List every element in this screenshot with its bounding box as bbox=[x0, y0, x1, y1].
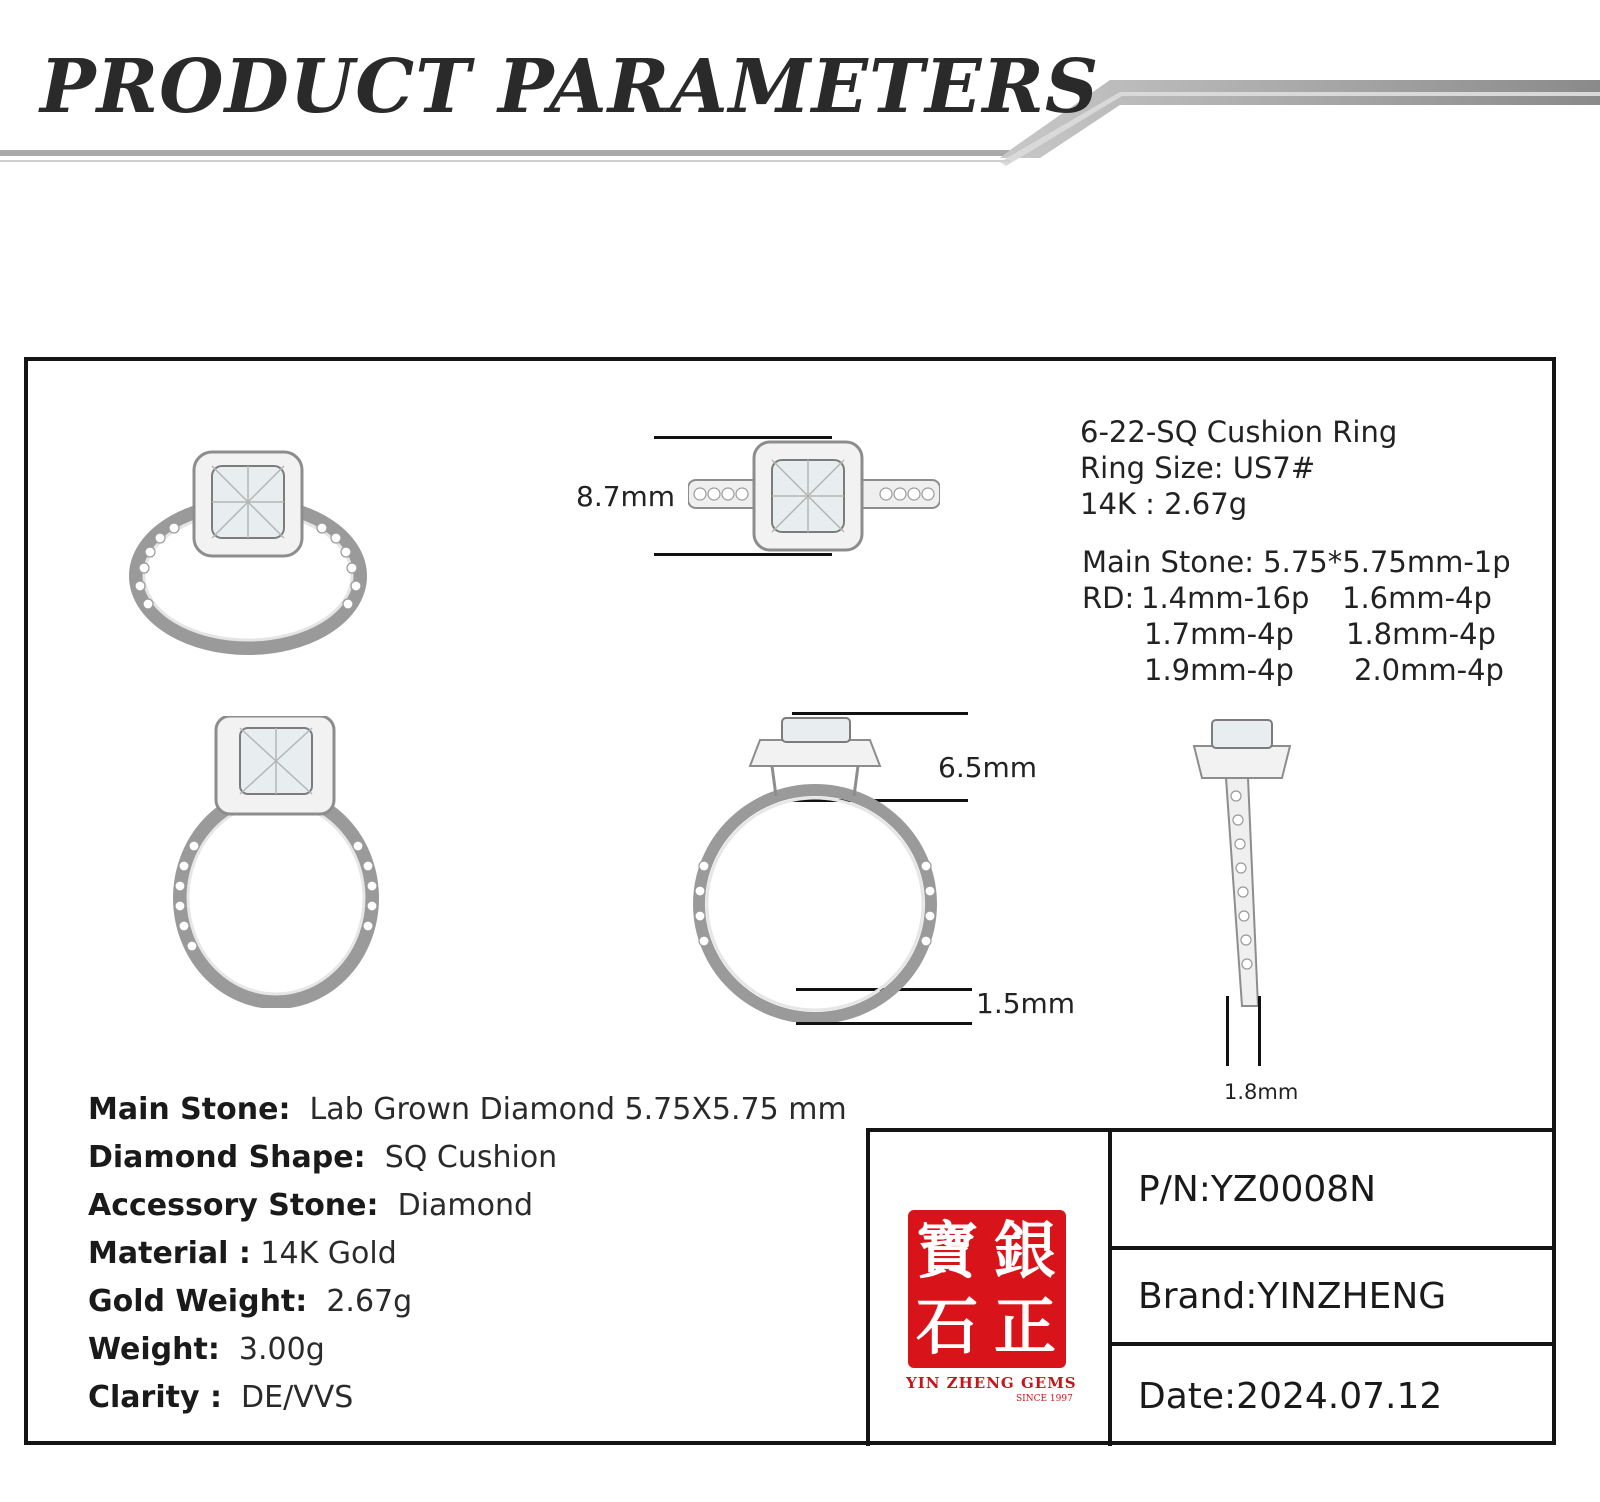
detail-label: Clarity : bbox=[88, 1380, 222, 1415]
date: Date:2024.07.12 bbox=[1138, 1375, 1443, 1417]
gold-weight-summary: 14K : 2.67g bbox=[1080, 487, 1248, 521]
detail-value: Lab Grown Diamond 5.75X5.75 mm bbox=[309, 1092, 847, 1127]
ring-perspective-image bbox=[160, 716, 392, 1008]
rd-entry: 1.4mm-16p bbox=[1141, 581, 1310, 615]
detail-value: DE/VVS bbox=[241, 1380, 354, 1415]
detail-label: Material : bbox=[88, 1236, 251, 1271]
detail-row bbox=[88, 1284, 412, 1319]
detail-row bbox=[88, 1236, 397, 1271]
ring-angle-view-image bbox=[120, 448, 376, 658]
dim-line-top bbox=[654, 436, 832, 439]
dim-line-band-bottom bbox=[796, 1022, 972, 1025]
part-number: P/N:YZ0008N bbox=[1138, 1168, 1377, 1210]
detail-label: Weight: bbox=[88, 1332, 220, 1367]
detail-value: 3.00g bbox=[238, 1332, 325, 1367]
brand-cell bbox=[1112, 1250, 1554, 1346]
ring-top-view-image bbox=[688, 440, 940, 552]
part-number-cell bbox=[1112, 1132, 1554, 1250]
dim-top-height-label: 8.7mm bbox=[576, 480, 676, 513]
detail-value: 14K Gold bbox=[260, 1236, 397, 1271]
detail-row bbox=[88, 1140, 557, 1175]
rd-entry: 1.8mm-4p bbox=[1346, 617, 1496, 651]
detail-row bbox=[88, 1332, 325, 1367]
detail-value: SQ Cushion bbox=[384, 1140, 558, 1175]
date-cell bbox=[1112, 1346, 1554, 1446]
detail-row bbox=[88, 1188, 533, 1223]
ring-front-view-image bbox=[690, 716, 940, 1022]
brand-seal-logo bbox=[908, 1210, 1066, 1368]
dim-line-bottom bbox=[654, 553, 832, 556]
dim-band-thickness-label: 1.5mm bbox=[976, 987, 1076, 1020]
seal-char: 寶 bbox=[916, 1214, 979, 1287]
seal-char: 石 bbox=[916, 1290, 979, 1363]
dim-line-width-right bbox=[1258, 996, 1261, 1066]
rd-entry: 1.6mm-4p bbox=[1342, 581, 1492, 615]
detail-label: Diamond Shape: bbox=[88, 1140, 366, 1175]
brand-caption: YIN ZHENG GEMS bbox=[906, 1374, 1077, 1392]
header-banner bbox=[0, 0, 1600, 180]
logo-cell bbox=[870, 1132, 1112, 1446]
detail-value: 2.67g bbox=[326, 1284, 413, 1319]
seal-char: 銀 bbox=[994, 1214, 1057, 1287]
model-name: 6-22-SQ Cushion Ring bbox=[1080, 415, 1398, 449]
rd-label: RD: bbox=[1082, 581, 1135, 615]
dim-line-head-top bbox=[792, 712, 968, 715]
brand-name: Brand:YINZHENG bbox=[1138, 1275, 1447, 1317]
page-title: PRODUCT PARAMETERS bbox=[40, 44, 1100, 130]
detail-label: Main Stone: bbox=[88, 1092, 291, 1127]
detail-row bbox=[88, 1380, 353, 1415]
detail-row bbox=[88, 1092, 847, 1127]
brand-since: SINCE 1997 bbox=[1016, 1394, 1073, 1404]
ring-size: Ring Size: US7# bbox=[1080, 451, 1316, 485]
dim-head-height-label: 6.5mm bbox=[938, 751, 1038, 784]
detail-value: Diamond bbox=[397, 1188, 534, 1223]
dim-line-width-left bbox=[1226, 996, 1229, 1066]
rd-entry: 2.0mm-4p bbox=[1354, 653, 1504, 687]
info-table bbox=[866, 1128, 1554, 1446]
seal-char: 正 bbox=[994, 1290, 1057, 1363]
rd-entry: 1.7mm-4p bbox=[1144, 617, 1294, 651]
detail-label: Gold Weight: bbox=[88, 1284, 308, 1319]
ring-side-view-image bbox=[1186, 716, 1298, 1020]
rd-entry: 1.9mm-4p bbox=[1144, 653, 1294, 687]
detail-label: Accessory Stone: bbox=[88, 1188, 379, 1223]
dim-band-width-label: 1.8mm bbox=[1224, 1080, 1299, 1104]
main-stone-summary: Main Stone: 5.75*5.75mm-1p bbox=[1082, 545, 1511, 579]
